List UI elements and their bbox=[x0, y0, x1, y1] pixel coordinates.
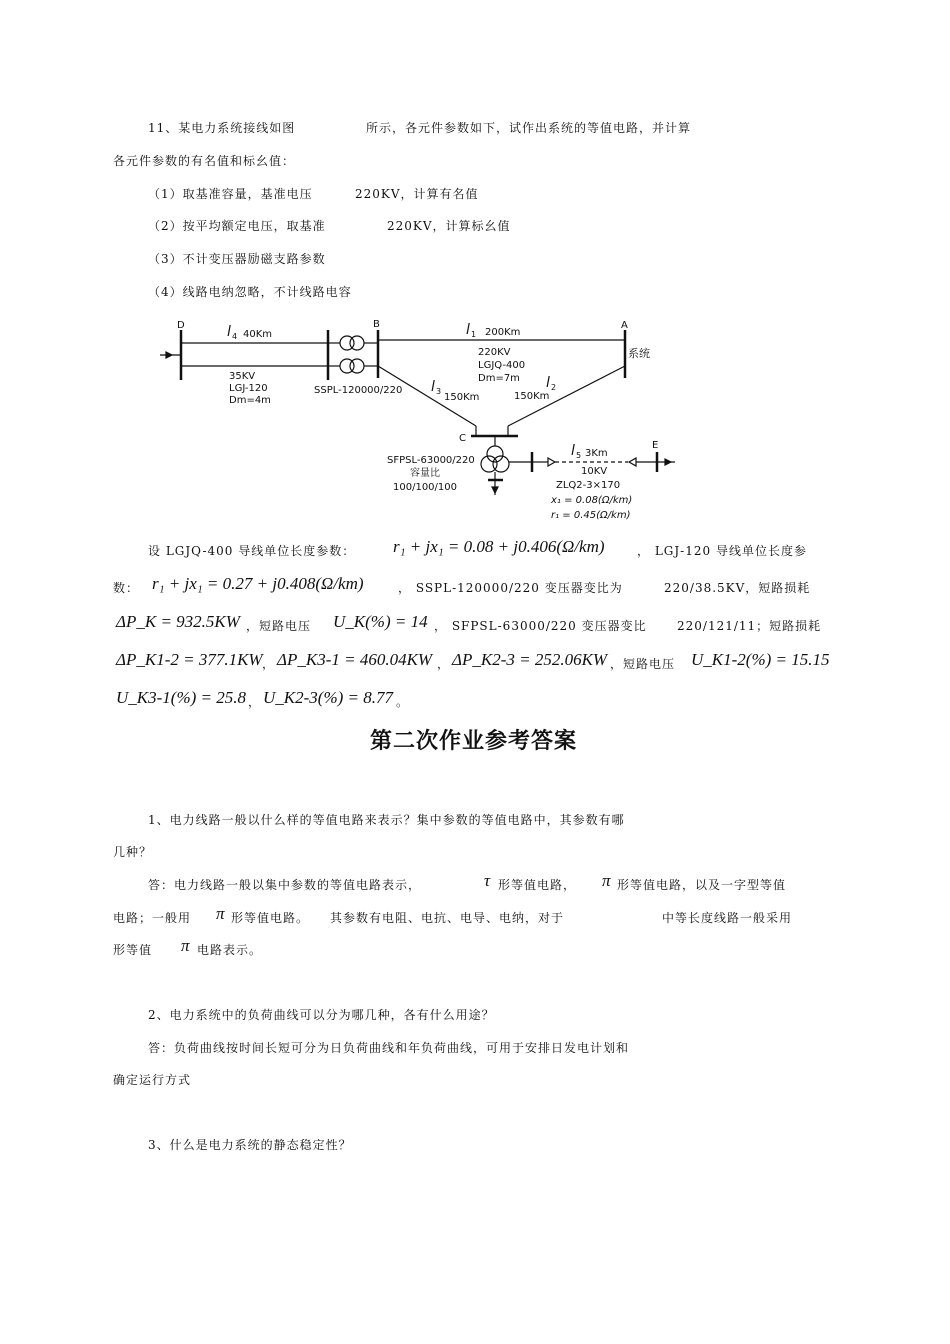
problem-line-4b: 220KV，计算标幺值 bbox=[387, 219, 511, 233]
t2-ratio-label: 容量比 bbox=[410, 468, 440, 479]
formula-lgjq400: r₁ + jx₁ = 0.08 + j0.406(Ω/km) bbox=[393, 537, 605, 556]
d-dm: Dm=4m bbox=[229, 395, 271, 406]
problem-line-2: 各元件参数的有名值和标幺值： bbox=[113, 154, 296, 168]
e-resistance: r₁ = 0.45(Ω/km) bbox=[551, 510, 631, 521]
node-a-label: A bbox=[621, 320, 628, 331]
a-dm: Dm=7m bbox=[478, 373, 520, 384]
pi-symbol-1: π bbox=[602, 871, 611, 890]
a-conductor: LGJQ-400 bbox=[478, 360, 526, 371]
problem-line-4a: （2）按平均额定电压，取基准 bbox=[148, 219, 326, 233]
l5-symbol: l bbox=[571, 443, 575, 459]
formula-uk23: U_K2-3(%) = 8.77 bbox=[263, 688, 393, 707]
param-text-a: 设 LGJQ-400 导线单位长度参数： bbox=[148, 544, 356, 558]
l5-length: 3Km bbox=[585, 448, 608, 459]
t2-model: SFPSL-63000/220 bbox=[387, 455, 475, 466]
t2-ratio: 100/100/100 bbox=[393, 482, 457, 493]
a1-text-i: 电路表示。 bbox=[197, 943, 263, 957]
formula-dpk12: ΔP_K1-2 = 377.1KW bbox=[116, 650, 263, 669]
sep-2: ， bbox=[437, 657, 451, 671]
a1-text-d: 电路；一般用 bbox=[113, 911, 192, 925]
a1-text-h: 形等值 bbox=[113, 943, 153, 957]
param-text-c: 数： bbox=[113, 581, 140, 595]
node-c-label: C bbox=[459, 433, 466, 444]
end-mark: 。 bbox=[396, 695, 410, 709]
system-diagram bbox=[160, 312, 680, 527]
system-label: 系统 bbox=[628, 347, 650, 360]
l3-length: 150Km bbox=[444, 392, 480, 403]
param-text-d: ， SSPL-120000/220 变压器变比为 bbox=[398, 581, 623, 595]
formula-uk12: U_K1-2(%) = 15.15 bbox=[691, 650, 830, 669]
problem-line-1b: 所示，各元件参数如下，试作出系统的等值电路，并计算 bbox=[366, 121, 692, 135]
tau-symbol: τ bbox=[484, 871, 491, 890]
l4-sub: 4 bbox=[232, 332, 238, 341]
param-text-e: 220/38.5KV，短路损耗 bbox=[664, 581, 811, 595]
d-voltage: 35KV bbox=[229, 371, 256, 382]
a1-text-g: 中等长度线路一般采用 bbox=[662, 911, 793, 925]
q3-line: 3、什么是电力系统的静态稳定性？ bbox=[148, 1138, 352, 1152]
node-d-label: D bbox=[177, 320, 185, 331]
t1-model: SSPL-120000/220 bbox=[314, 385, 403, 396]
problem-line-5: （3）不计变压器励磁支路参数 bbox=[148, 252, 326, 266]
q1-line-b: 几种？ bbox=[113, 845, 153, 859]
page-title: 第二次作业参考答案 bbox=[370, 729, 578, 754]
l2-symbol: l bbox=[546, 375, 550, 391]
l5-sub: 5 bbox=[576, 451, 582, 460]
param-text-g: ， SFPSL-63000/220 变压器变比 bbox=[434, 619, 647, 633]
pi-symbol-3: π bbox=[181, 936, 190, 955]
a1-text-f: 其参数有电阻、电抗、电导、电纳，对于 bbox=[330, 911, 565, 925]
sep-3: ， bbox=[248, 695, 262, 709]
e-voltage: 10KV bbox=[581, 466, 608, 477]
l3-sub: 3 bbox=[436, 387, 442, 396]
q2-line: 2、电力系统中的负荷曲线可以分为哪几种，各有什么用途？ bbox=[148, 1008, 495, 1022]
formula-lgj120: r₁ + jx₁ = 0.27 + j0.408(Ω/km) bbox=[152, 574, 364, 593]
sep-1: ， bbox=[262, 657, 276, 671]
problem-line-3b: 220KV，计算有名值 bbox=[355, 187, 479, 201]
l1-sub: 1 bbox=[471, 330, 477, 339]
e-reactance: x₁ = 0.08(Ω/km) bbox=[551, 495, 633, 506]
l4-symbol: l bbox=[227, 324, 231, 340]
pi-symbol-2: π bbox=[216, 904, 225, 923]
formula-dpk31: ΔP_K3-1 = 460.04KW bbox=[277, 650, 433, 669]
l2-sub: 2 bbox=[551, 383, 557, 392]
a-voltage: 220KV bbox=[478, 347, 511, 358]
formula-uk: U_K(%) = 14 bbox=[333, 612, 428, 631]
node-b-label: B bbox=[373, 319, 380, 330]
l1-length: 200Km bbox=[485, 327, 521, 338]
a1-text-b: 形等值电路， bbox=[498, 878, 577, 892]
a2-line-b: 确定运行方式 bbox=[113, 1073, 192, 1087]
q1-line-a: 1、电力线路一般以什么样的等值电路来表示？集中参数的等值电路中，其参数有哪 bbox=[148, 813, 625, 827]
problem-line-6: （4）线路电纳忽略，不计线路电容 bbox=[148, 285, 352, 299]
param-text-f: ，短路电压 bbox=[246, 619, 312, 633]
l4-length: 40Km bbox=[243, 329, 273, 340]
l1-symbol: l bbox=[466, 322, 470, 338]
a1-text-c: 形等值电路，以及一字型等值 bbox=[617, 878, 787, 892]
param-text-b: ， LGJ-120 导线单位长度参 bbox=[637, 544, 807, 558]
formula-uk31: U_K3-1(%) = 25.8 bbox=[116, 688, 246, 707]
param-text-h: 220/121/11；短路损耗 bbox=[677, 619, 822, 633]
a1-text-e: 形等值电路。 bbox=[231, 911, 310, 925]
problem-line-1a: 11、某电力系统接线如图 bbox=[148, 121, 296, 135]
d-conductor: LGJ-120 bbox=[229, 383, 268, 394]
param-text-i: ，短路电压 bbox=[610, 657, 676, 671]
e-cable: ZLQ2-3×170 bbox=[556, 480, 621, 491]
a1-text-a: 答：电力线路一般以集中参数的等值电路表示， bbox=[148, 878, 422, 892]
l3-symbol: l bbox=[431, 379, 435, 395]
node-e-label: E bbox=[652, 440, 659, 451]
a2-line-a: 答：负荷曲线按时间长短可分为日负荷曲线和年负荷曲线，可用于安排日发电计划和 bbox=[148, 1041, 630, 1055]
formula-dpk23: ΔP_K2-3 = 252.06KW bbox=[452, 650, 608, 669]
problem-line-3a: （1）取基准容量，基准电压 bbox=[148, 187, 313, 201]
formula-dpk: ΔP_K = 932.5KW bbox=[116, 612, 240, 631]
l2-length: 150Km bbox=[514, 391, 550, 402]
